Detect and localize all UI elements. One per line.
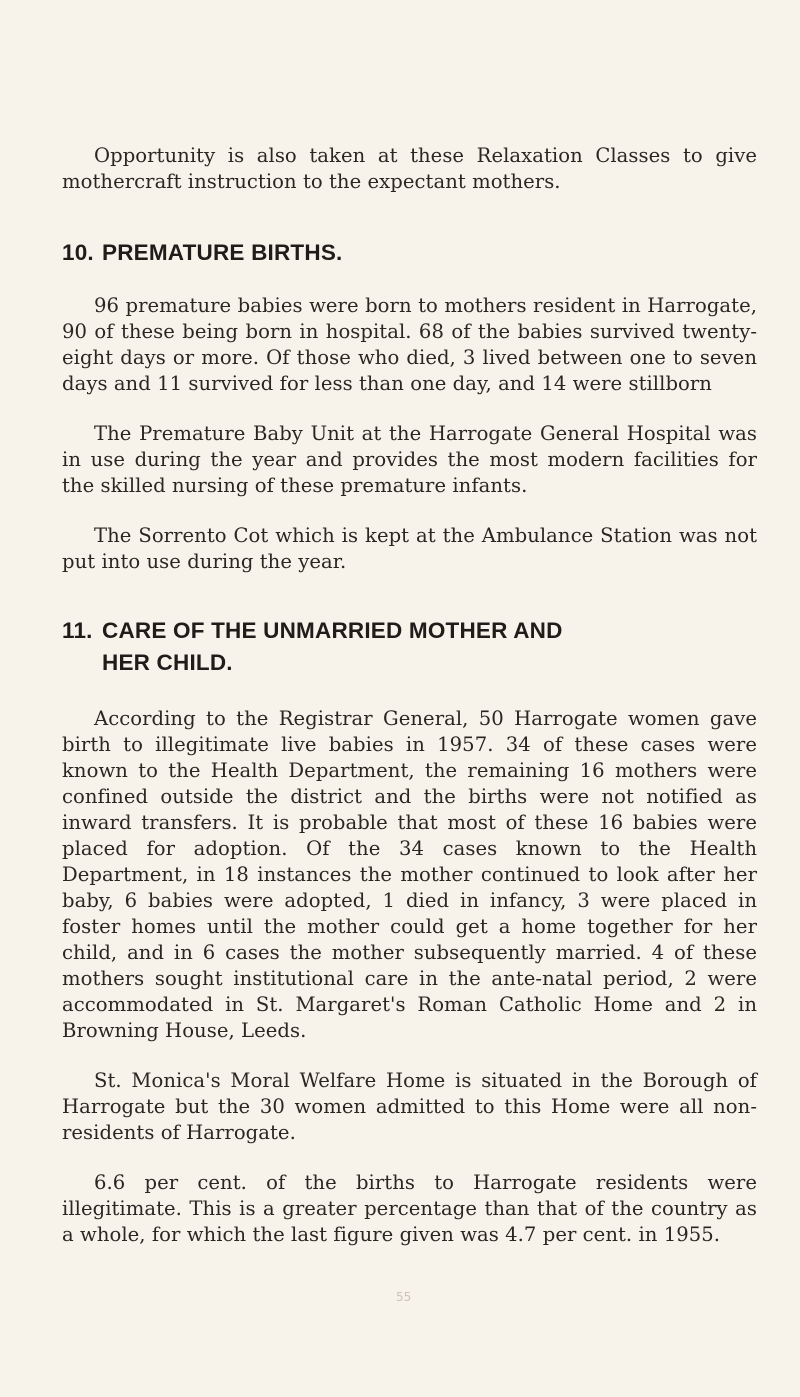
intro-paragraph: Opportunity is also taken at these Relaxation Classes to give mothercraft instruction to the expectant mothers.	[62, 144, 757, 193]
section-10-paragraph: 96 premature babies were born to mothers resident in Harrogate, 90 of these being born in hospital. 68 of the babies survived twenty-eight days or more. Of those who died, 3 lived between one to seven days and 11 survived for less than one day, and 14 were stillborn	[62, 294, 757, 395]
page-number: 55	[396, 1290, 412, 1304]
section-10-paragraph: The Premature Baby Unit at the Harrogate General Hospital was in use during the year and provides the most modern facilities for the skilled nursing of these premature infants.	[62, 422, 757, 497]
section-11-number: 11.	[62, 618, 93, 643]
document-page	[62, 143, 757, 1248]
section-10-number: 10.	[62, 240, 94, 265]
section-11-paragraph: According to the Registrar General, 50 Harrogate women gave birth to illegitimate live babies in 1957. 34 of these cases were known to the Health Department, the remaining 16 mothers were confined outside the district and the births were not notified as inward transfers. It is probable that most of these 16 babies were placed for adoption. Of the 34 cases known to the Health Department, in 18 instances the mother continued to look after her baby, 6 babies were adopted, 1 died in infancy, 3 were placed in foster homes until the mother could get a home together for her child, and in 6 cases the mother subsequently married. 4 of these mothers sought institutional care in the ante-natal period, 2 were accommodated in St. Margaret's Roman Catholic Home and 2 in Browning House, Leeds.	[62, 707, 757, 1042]
section-10-heading	[62, 237, 757, 269]
section-11-paragraph: 6.6 per cent. of the births to Harrogate residents were illegitimate. This is a greater percentage than that of the country as a whole, for which the last figure given was 4.7 per cent. in 1955.	[62, 1171, 757, 1246]
section-11-paragraph: St. Monica's Moral Welfare Home is situated in the Borough of Harrogate but the 30 women admitted to this Home were all non-residents of Harrogate.	[62, 1069, 757, 1144]
section-10-paragraph: The Sorrento Cot which is kept at the Ambulance Station was not put into use during the year.	[62, 524, 757, 573]
section-10-title: PREMATURE BIRTHS.	[102, 240, 343, 265]
section-11-heading	[62, 615, 757, 679]
section-11-title-line2: HER CHILD.	[102, 650, 233, 675]
section-11-title-line1: CARE OF THE UNMARRIED MOTHER AND	[102, 618, 563, 643]
